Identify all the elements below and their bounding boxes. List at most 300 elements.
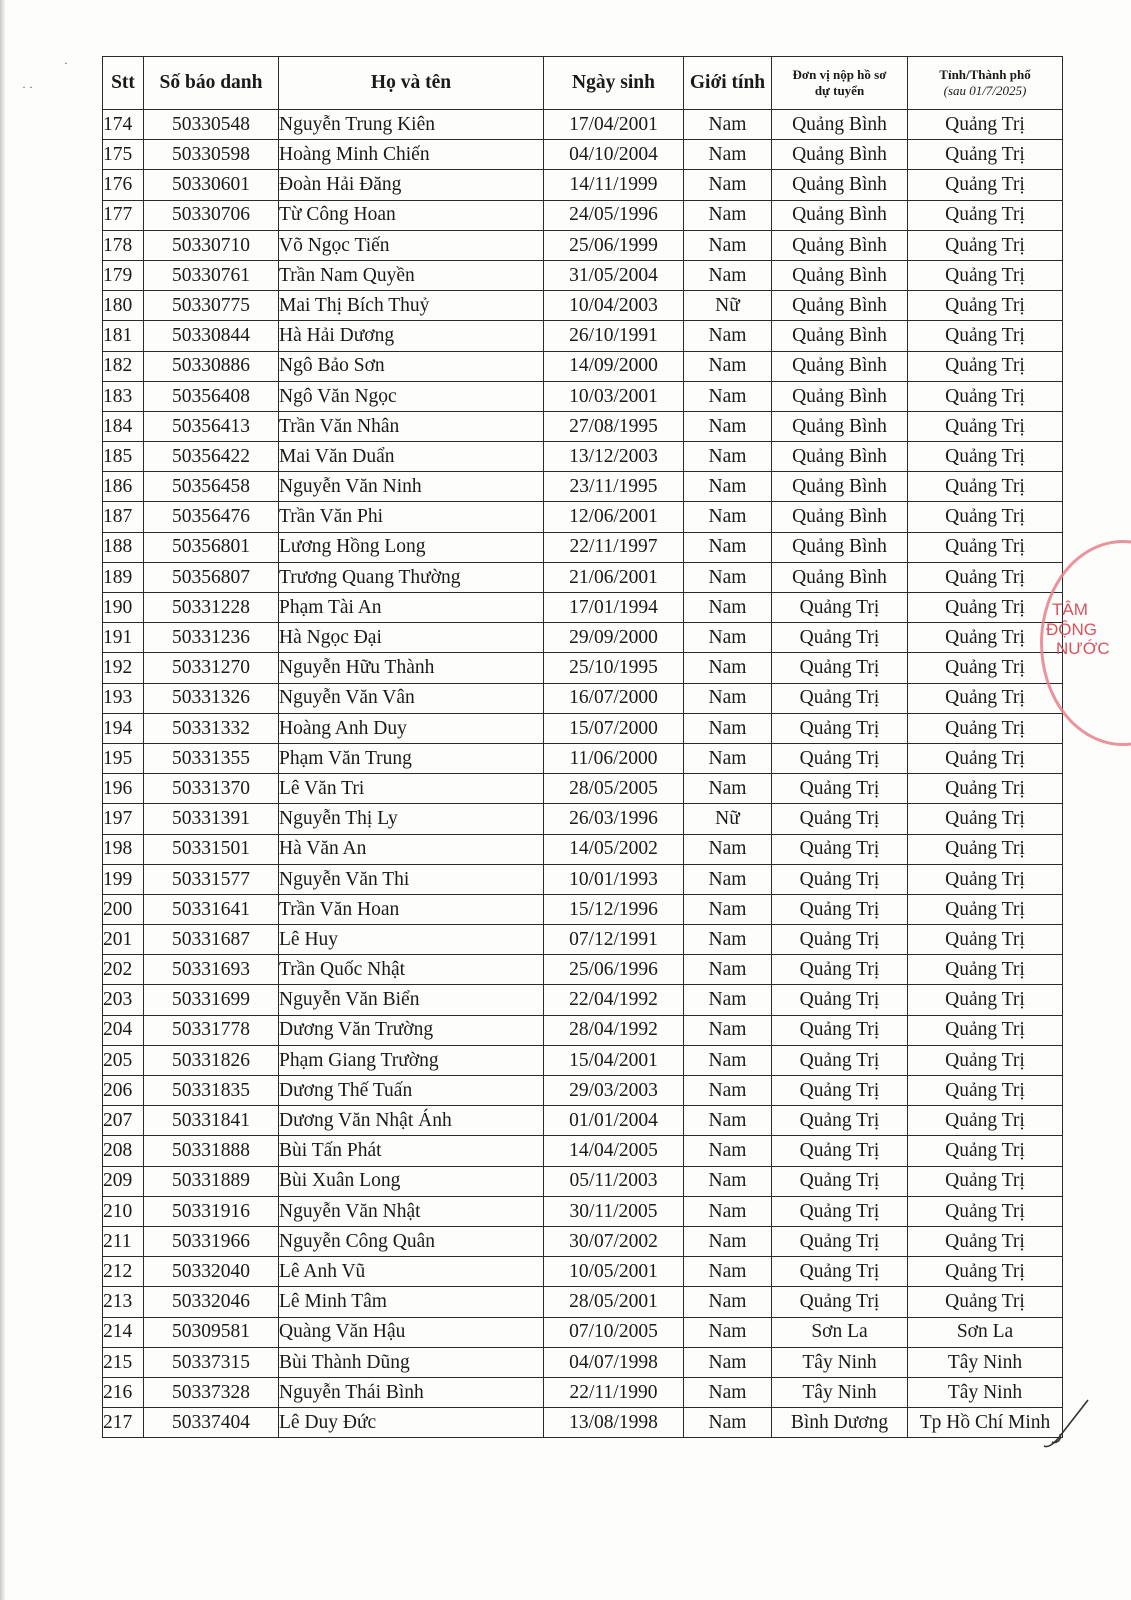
table-row xyxy=(103,834,1063,864)
cell-dob: 25/06/1999 xyxy=(544,230,684,260)
cell-dob: 22/11/1990 xyxy=(544,1377,684,1407)
cell-province: Quảng Trị xyxy=(908,955,1063,985)
cell-unit: Quảng Bình xyxy=(772,291,908,321)
cell-gender: Nam xyxy=(684,1076,772,1106)
cell-province: Quảng Trị xyxy=(908,1166,1063,1196)
cell-name: Nguyễn Trung Kiên xyxy=(279,110,544,140)
cell-stt: 199 xyxy=(103,864,144,894)
cell-stt: 174 xyxy=(103,110,144,140)
cell-province: Quảng Trị xyxy=(908,321,1063,351)
cell-dob: 26/10/1991 xyxy=(544,321,684,351)
seal-line: TÂM xyxy=(1052,600,1088,619)
cell-stt: 191 xyxy=(103,623,144,653)
cell-name: Đoàn Hải Đăng xyxy=(279,170,544,200)
cell-unit: Quảng Bình xyxy=(772,472,908,502)
cell-name: Võ Ngọc Tiến xyxy=(279,230,544,260)
cell-dob: 04/10/2004 xyxy=(544,140,684,170)
table-row xyxy=(103,291,1063,321)
signature-mark xyxy=(1040,1396,1120,1456)
cell-province: Quảng Trị xyxy=(908,110,1063,140)
cell-dob: 27/08/1995 xyxy=(544,411,684,441)
cell-unit: Quảng Trị xyxy=(772,1166,908,1196)
cell-unit: Quảng Bình xyxy=(772,411,908,441)
cell-stt: 188 xyxy=(103,532,144,562)
cell-unit: Quảng Trị xyxy=(772,1226,908,1256)
table-row xyxy=(103,1106,1063,1136)
cell-name: Nguyễn Văn Nhật xyxy=(279,1196,544,1226)
candidate-table xyxy=(102,56,1063,1438)
cell-sbd: 50356458 xyxy=(144,472,279,502)
cell-sbd: 50330844 xyxy=(144,321,279,351)
cell-sbd: 50356476 xyxy=(144,502,279,532)
cell-stt: 187 xyxy=(103,502,144,532)
cell-province: Quảng Trị xyxy=(908,260,1063,290)
cell-dob: 14/05/2002 xyxy=(544,834,684,864)
cell-gender: Nam xyxy=(684,593,772,623)
cell-sbd: 50331841 xyxy=(144,1106,279,1136)
cell-sbd: 50331889 xyxy=(144,1166,279,1196)
table-row xyxy=(103,1408,1063,1438)
cell-stt: 198 xyxy=(103,834,144,864)
header-province xyxy=(908,57,1063,110)
header-dob: Ngày sinh xyxy=(544,57,684,110)
cell-sbd: 50356413 xyxy=(144,411,279,441)
table-row xyxy=(103,774,1063,804)
cell-dob: 12/06/2001 xyxy=(544,502,684,532)
cell-province: Quảng Trị xyxy=(908,834,1063,864)
cell-gender: Nam xyxy=(684,743,772,773)
cell-province: Quảng Trị xyxy=(908,230,1063,260)
cell-sbd: 50330548 xyxy=(144,110,279,140)
cell-sbd: 50330775 xyxy=(144,291,279,321)
cell-gender: Nam xyxy=(684,623,772,653)
cell-unit: Quảng Trị xyxy=(772,804,908,834)
cell-gender: Nam xyxy=(684,1317,772,1347)
cell-province: Quảng Trị xyxy=(908,743,1063,773)
cell-sbd: 50309581 xyxy=(144,1317,279,1347)
cell-unit: Quảng Trị xyxy=(772,1287,908,1317)
table-row xyxy=(103,532,1063,562)
table-row xyxy=(103,1257,1063,1287)
table-row xyxy=(103,1317,1063,1347)
header-name: Họ và tên xyxy=(279,57,544,110)
cell-unit: Quảng Bình xyxy=(772,140,908,170)
table-row xyxy=(103,864,1063,894)
table-row xyxy=(103,502,1063,532)
cell-gender: Nam xyxy=(684,1166,772,1196)
cell-name: Phạm Tài An xyxy=(279,593,544,623)
cell-stt: 181 xyxy=(103,321,144,351)
cell-gender: Nam xyxy=(684,140,772,170)
cell-gender: Nam xyxy=(684,532,772,562)
cell-stt: 193 xyxy=(103,683,144,713)
cell-name: Nguyễn Hữu Thành xyxy=(279,653,544,683)
cell-sbd: 50356408 xyxy=(144,381,279,411)
cell-stt: 209 xyxy=(103,1166,144,1196)
cell-unit: Tây Ninh xyxy=(772,1347,908,1377)
table-row xyxy=(103,593,1063,623)
cell-stt: 216 xyxy=(103,1377,144,1407)
cell-stt: 205 xyxy=(103,1045,144,1075)
cell-sbd: 50337328 xyxy=(144,1377,279,1407)
cell-dob: 26/03/1996 xyxy=(544,804,684,834)
cell-dob: 31/05/2004 xyxy=(544,260,684,290)
cell-dob: 01/01/2004 xyxy=(544,1106,684,1136)
cell-province: Quảng Trị xyxy=(908,653,1063,683)
cell-sbd: 50331577 xyxy=(144,864,279,894)
cell-stt: 208 xyxy=(103,1136,144,1166)
cell-stt: 185 xyxy=(103,442,144,472)
cell-stt: 176 xyxy=(103,170,144,200)
cell-dob: 16/07/2000 xyxy=(544,683,684,713)
cell-sbd: 50331687 xyxy=(144,925,279,955)
cell-name: Bùi Tấn Phát xyxy=(279,1136,544,1166)
cell-name: Nguyễn Văn Ninh xyxy=(279,472,544,502)
cell-sbd: 50331228 xyxy=(144,593,279,623)
cell-dob: 14/04/2005 xyxy=(544,1136,684,1166)
cell-province: Quảng Trị xyxy=(908,381,1063,411)
cell-unit: Quảng Trị xyxy=(772,985,908,1015)
cell-sbd: 50331270 xyxy=(144,653,279,683)
table-row xyxy=(103,955,1063,985)
cell-province: Quảng Trị xyxy=(908,562,1063,592)
cell-dob: 07/10/2005 xyxy=(544,1317,684,1347)
cell-sbd: 50331236 xyxy=(144,623,279,653)
cell-sbd: 50356807 xyxy=(144,562,279,592)
table-row xyxy=(103,1076,1063,1106)
cell-dob: 15/04/2001 xyxy=(544,1045,684,1075)
cell-gender: Nam xyxy=(684,110,772,140)
cell-sbd: 50331699 xyxy=(144,985,279,1015)
cell-gender: Nam xyxy=(684,1287,772,1317)
cell-province: Quảng Trị xyxy=(908,1076,1063,1106)
seal-line: NƯỚC xyxy=(1056,639,1110,659)
cell-gender: Nam xyxy=(684,200,772,230)
cell-stt: 201 xyxy=(103,925,144,955)
cell-gender: Nữ xyxy=(684,291,772,321)
cell-name: Nguyễn Văn Vân xyxy=(279,683,544,713)
cell-unit: Quảng Bình xyxy=(772,170,908,200)
table-row xyxy=(103,804,1063,834)
cell-dob: 21/06/2001 xyxy=(544,562,684,592)
cell-gender: Nữ xyxy=(684,804,772,834)
cell-unit: Sơn La xyxy=(772,1317,908,1347)
cell-province: Quảng Trị xyxy=(908,1015,1063,1045)
cell-sbd: 50331326 xyxy=(144,683,279,713)
cell-gender: Nam xyxy=(684,985,772,1015)
table-row xyxy=(103,472,1063,502)
cell-gender: Nam xyxy=(684,502,772,532)
cell-gender: Nam xyxy=(684,472,772,502)
cell-dob: 14/11/1999 xyxy=(544,170,684,200)
cell-dob: 28/05/2005 xyxy=(544,774,684,804)
cell-stt: 192 xyxy=(103,653,144,683)
cell-gender: Nam xyxy=(684,894,772,924)
cell-province: Quảng Trị xyxy=(908,411,1063,441)
cell-stt: 213 xyxy=(103,1287,144,1317)
cell-sbd: 50331826 xyxy=(144,1045,279,1075)
cell-dob: 25/10/1995 xyxy=(544,653,684,683)
cell-dob: 14/09/2000 xyxy=(544,351,684,381)
cell-stt: 175 xyxy=(103,140,144,170)
cell-dob: 15/12/1996 xyxy=(544,894,684,924)
cell-stt: 200 xyxy=(103,894,144,924)
cell-province: Quảng Trị xyxy=(908,1226,1063,1256)
cell-dob: 10/03/2001 xyxy=(544,381,684,411)
cell-name: Nguyễn Thị Ly xyxy=(279,804,544,834)
cell-dob: 17/01/1994 xyxy=(544,593,684,623)
cell-sbd: 50331501 xyxy=(144,834,279,864)
cell-gender: Nam xyxy=(684,351,772,381)
cell-name: Dương Văn Nhật Ánh xyxy=(279,1106,544,1136)
cell-sbd: 50337404 xyxy=(144,1408,279,1438)
cell-dob: 10/05/2001 xyxy=(544,1257,684,1287)
cell-name: Lê Văn Tri xyxy=(279,774,544,804)
cell-province: Quảng Trị xyxy=(908,1287,1063,1317)
cell-unit: Quảng Trị xyxy=(772,774,908,804)
header-stt: Stt xyxy=(103,57,144,110)
cell-name: Hà Ngọc Đại xyxy=(279,623,544,653)
cell-gender: Nam xyxy=(684,925,772,955)
cell-name: Phạm Văn Trung xyxy=(279,743,544,773)
cell-stt: 212 xyxy=(103,1257,144,1287)
cell-stt: 210 xyxy=(103,1196,144,1226)
cell-unit: Quảng Bình xyxy=(772,321,908,351)
cell-stt: 194 xyxy=(103,713,144,743)
cell-province: Quảng Trị xyxy=(908,623,1063,653)
cell-province: Quảng Trị xyxy=(908,1196,1063,1226)
cell-province: Quảng Trị xyxy=(908,1106,1063,1136)
cell-stt: 179 xyxy=(103,260,144,290)
cell-sbd: 50330598 xyxy=(144,140,279,170)
table-row xyxy=(103,743,1063,773)
table-row xyxy=(103,713,1063,743)
cell-name: Ngô Bảo Sơn xyxy=(279,351,544,381)
cell-stt: 203 xyxy=(103,985,144,1015)
cell-stt: 180 xyxy=(103,291,144,321)
cell-province: Quảng Trị xyxy=(908,925,1063,955)
header-gender: Giới tính xyxy=(684,57,772,110)
cell-stt: 189 xyxy=(103,562,144,592)
cell-dob: 07/12/1991 xyxy=(544,925,684,955)
cell-unit: Quảng Bình xyxy=(772,532,908,562)
cell-province: Quảng Trị xyxy=(908,713,1063,743)
cell-province: Quảng Trị xyxy=(908,291,1063,321)
cell-province: Quảng Trị xyxy=(908,894,1063,924)
cell-sbd: 50330886 xyxy=(144,351,279,381)
header-unit xyxy=(772,57,908,110)
cell-name: Bùi Xuân Long xyxy=(279,1166,544,1196)
cell-stt: 195 xyxy=(103,743,144,773)
table-row xyxy=(103,653,1063,683)
cell-name: Lương Hồng Long xyxy=(279,532,544,562)
cell-sbd: 50331332 xyxy=(144,713,279,743)
cell-unit: Quảng Trị xyxy=(772,1045,908,1075)
header-unit-line1: Đơn vị nộp hồ sơ xyxy=(792,66,887,82)
cell-dob: 17/04/2001 xyxy=(544,110,684,140)
table-row xyxy=(103,442,1063,472)
cell-sbd: 50331888 xyxy=(144,1136,279,1166)
table-row xyxy=(103,381,1063,411)
cell-unit: Quảng Trị xyxy=(772,925,908,955)
cell-unit: Quảng Bình xyxy=(772,502,908,532)
cell-gender: Nam xyxy=(684,260,772,290)
cell-province: Quảng Trị xyxy=(908,532,1063,562)
cell-sbd: 50331778 xyxy=(144,1015,279,1045)
cell-sbd: 50330761 xyxy=(144,260,279,290)
cell-sbd: 50332046 xyxy=(144,1287,279,1317)
cell-name: Lê Huy xyxy=(279,925,544,955)
seal-line: ĐỘNG xyxy=(1046,619,1097,639)
table-row xyxy=(103,140,1063,170)
cell-dob: 28/05/2001 xyxy=(544,1287,684,1317)
cell-sbd: 50332040 xyxy=(144,1257,279,1287)
cell-gender: Nam xyxy=(684,321,772,351)
cell-sbd: 50331391 xyxy=(144,804,279,834)
cell-stt: 217 xyxy=(103,1408,144,1438)
cell-gender: Nam xyxy=(684,713,772,743)
cell-gender: Nam xyxy=(684,1015,772,1045)
cell-province: Quảng Trị xyxy=(908,985,1063,1015)
cell-sbd: 50330706 xyxy=(144,200,279,230)
cell-name: Nguyễn Văn Biển xyxy=(279,985,544,1015)
cell-sbd: 50331370 xyxy=(144,774,279,804)
cell-province: Quảng Trị xyxy=(908,864,1063,894)
cell-dob: 30/11/2005 xyxy=(544,1196,684,1226)
cell-stt: 197 xyxy=(103,804,144,834)
cell-unit: Quảng Trị xyxy=(772,1106,908,1136)
cell-gender: Nam xyxy=(684,653,772,683)
cell-province: Quảng Trị xyxy=(908,774,1063,804)
cell-unit: Quảng Trị xyxy=(772,713,908,743)
cell-dob: 04/07/1998 xyxy=(544,1347,684,1377)
header-unit-line2: dự tuyển xyxy=(814,83,865,98)
cell-name: Nguyễn Công Quân xyxy=(279,1226,544,1256)
cell-sbd: 50356801 xyxy=(144,532,279,562)
table-row xyxy=(103,1045,1063,1075)
cell-unit: Quảng Trị xyxy=(772,1257,908,1287)
cell-name: Hà Văn An xyxy=(279,834,544,864)
table-row xyxy=(103,1226,1063,1256)
cell-stt: 178 xyxy=(103,230,144,260)
cell-unit: Quảng Trị xyxy=(772,1015,908,1045)
cell-gender: Nam xyxy=(684,442,772,472)
cell-gender: Nam xyxy=(684,1045,772,1075)
cell-gender: Nam xyxy=(684,1106,772,1136)
cell-province: Tây Ninh xyxy=(908,1377,1063,1407)
cell-province: Quảng Trị xyxy=(908,200,1063,230)
cell-stt: 184 xyxy=(103,411,144,441)
cell-stt: 190 xyxy=(103,593,144,623)
cell-province: Quảng Trị xyxy=(908,472,1063,502)
cell-gender: Nam xyxy=(684,1226,772,1256)
cell-dob: 22/11/1997 xyxy=(544,532,684,562)
table-row xyxy=(103,351,1063,381)
cell-name: Mai Thị Bích Thuỷ xyxy=(279,291,544,321)
cell-name: Dương Văn Trường xyxy=(279,1015,544,1045)
cell-dob: 15/07/2000 xyxy=(544,713,684,743)
cell-name: Lê Minh Tâm xyxy=(279,1287,544,1317)
cell-stt: 215 xyxy=(103,1347,144,1377)
cell-gender: Nam xyxy=(684,562,772,592)
cell-unit: Quảng Bình xyxy=(772,562,908,592)
cell-name: Trần Quốc Nhật xyxy=(279,955,544,985)
cell-unit: Quảng Trị xyxy=(772,955,908,985)
cell-name: Quàng Văn Hậu xyxy=(279,1317,544,1347)
table-row xyxy=(103,683,1063,713)
cell-unit: Quảng Bình xyxy=(772,381,908,411)
cell-sbd: 50331641 xyxy=(144,894,279,924)
cell-gender: Nam xyxy=(684,955,772,985)
cell-name: Trần Văn Hoan xyxy=(279,894,544,924)
cell-stt: 211 xyxy=(103,1226,144,1256)
cell-gender: Nam xyxy=(684,774,772,804)
cell-gender: Nam xyxy=(684,1347,772,1377)
table-row xyxy=(103,1196,1063,1226)
cell-unit: Tây Ninh xyxy=(772,1377,908,1407)
cell-province: Tp Hồ Chí Minh xyxy=(908,1408,1063,1438)
table-row xyxy=(103,623,1063,653)
table-body xyxy=(103,110,1063,1438)
cell-sbd: 50331916 xyxy=(144,1196,279,1226)
cell-dob: 22/04/1992 xyxy=(544,985,684,1015)
cell-unit: Quảng Bình xyxy=(772,442,908,472)
cell-sbd: 50356422 xyxy=(144,442,279,472)
cell-gender: Nam xyxy=(684,230,772,260)
cell-gender: Nam xyxy=(684,411,772,441)
cell-stt: 182 xyxy=(103,351,144,381)
cell-name: Nguyễn Văn Thi xyxy=(279,864,544,894)
cell-gender: Nam xyxy=(684,864,772,894)
cell-gender: Nam xyxy=(684,1257,772,1287)
cell-stt: 186 xyxy=(103,472,144,502)
cell-province: Tây Ninh xyxy=(908,1347,1063,1377)
cell-unit: Quảng Trị xyxy=(772,1076,908,1106)
cell-sbd: 50331835 xyxy=(144,1076,279,1106)
cell-name: Trần Văn Nhân xyxy=(279,411,544,441)
table-row xyxy=(103,1347,1063,1377)
cell-unit: Quảng Bình xyxy=(772,110,908,140)
cell-unit: Quảng Trị xyxy=(772,653,908,683)
cell-dob: 29/09/2000 xyxy=(544,623,684,653)
table-row xyxy=(103,1377,1063,1407)
cell-province: Quảng Trị xyxy=(908,351,1063,381)
cell-province: Quảng Trị xyxy=(908,683,1063,713)
cell-dob: 23/11/1995 xyxy=(544,472,684,502)
cell-province: Quảng Trị xyxy=(908,804,1063,834)
cell-dob: 13/08/1998 xyxy=(544,1408,684,1438)
cell-province: Quảng Trị xyxy=(908,593,1063,623)
cell-province: Quảng Trị xyxy=(908,442,1063,472)
header-province-line2: (sau 01/7/2025) xyxy=(943,83,1027,98)
table-row xyxy=(103,110,1063,140)
cell-name: Lê Anh Vũ xyxy=(279,1257,544,1287)
cell-sbd: 50331693 xyxy=(144,955,279,985)
cell-gender: Nam xyxy=(684,1196,772,1226)
cell-sbd: 50331355 xyxy=(144,743,279,773)
cell-name: Bùi Thành Dũng xyxy=(279,1347,544,1377)
cell-province: Sơn La xyxy=(908,1317,1063,1347)
cell-unit: Quảng Bình xyxy=(772,260,908,290)
header-province-line1: Tỉnh/Thành phố xyxy=(939,66,1031,82)
table-row xyxy=(103,200,1063,230)
cell-gender: Nam xyxy=(684,683,772,713)
cell-stt: 183 xyxy=(103,381,144,411)
cell-stt: 202 xyxy=(103,955,144,985)
cell-gender: Nam xyxy=(684,1408,772,1438)
cell-dob: 24/05/1996 xyxy=(544,200,684,230)
cell-name: Từ Công Hoan xyxy=(279,200,544,230)
